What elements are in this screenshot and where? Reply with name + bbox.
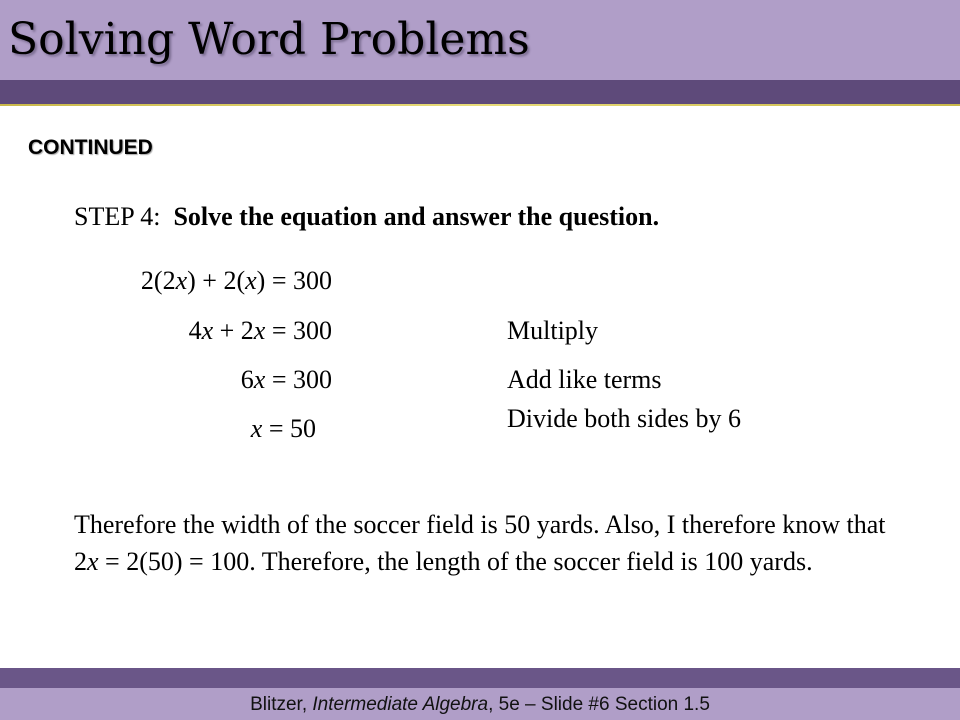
step-heading: [74, 202, 659, 232]
header-accent-line: [0, 104, 960, 106]
slide-title: Solving Word Problems: [8, 14, 530, 65]
footer-band: [0, 668, 960, 688]
step-prefix: STEP 4:: [74, 202, 174, 231]
equation-note-add-like-terms: Add like terms: [507, 365, 662, 394]
footer-citation: [0, 694, 960, 716]
equation-line-1: 2(2x) + 2(x) = 300: [140, 266, 332, 295]
footer-author: Blitzer,: [250, 694, 313, 715]
equation-line-2: 4x + 2x = 300: [188, 316, 332, 345]
conclusion-paragraph: Therefore the width of the soccer field is 50 yards. Also, I therefore know that 2x = 2(50) = 100. Therefore, the length of the soccer field is 100 yards.: [74, 510, 886, 576]
equation-note-multiply: Multiply: [507, 316, 599, 345]
footer-details: , 5e – Slide #6 Section 1.5: [488, 694, 710, 715]
equation-line-4: x = 50: [250, 414, 316, 443]
step-text: Solve the equation and answer the question.: [173, 202, 660, 231]
header-bar: [0, 80, 960, 104]
equation-line-3: 6x = 300: [240, 365, 332, 394]
continued-label: CONTINUED: [28, 136, 153, 159]
equation-note-divide: Divide both sides by 6: [507, 404, 741, 433]
footer-book-title: Intermediate Algebra: [312, 694, 489, 715]
